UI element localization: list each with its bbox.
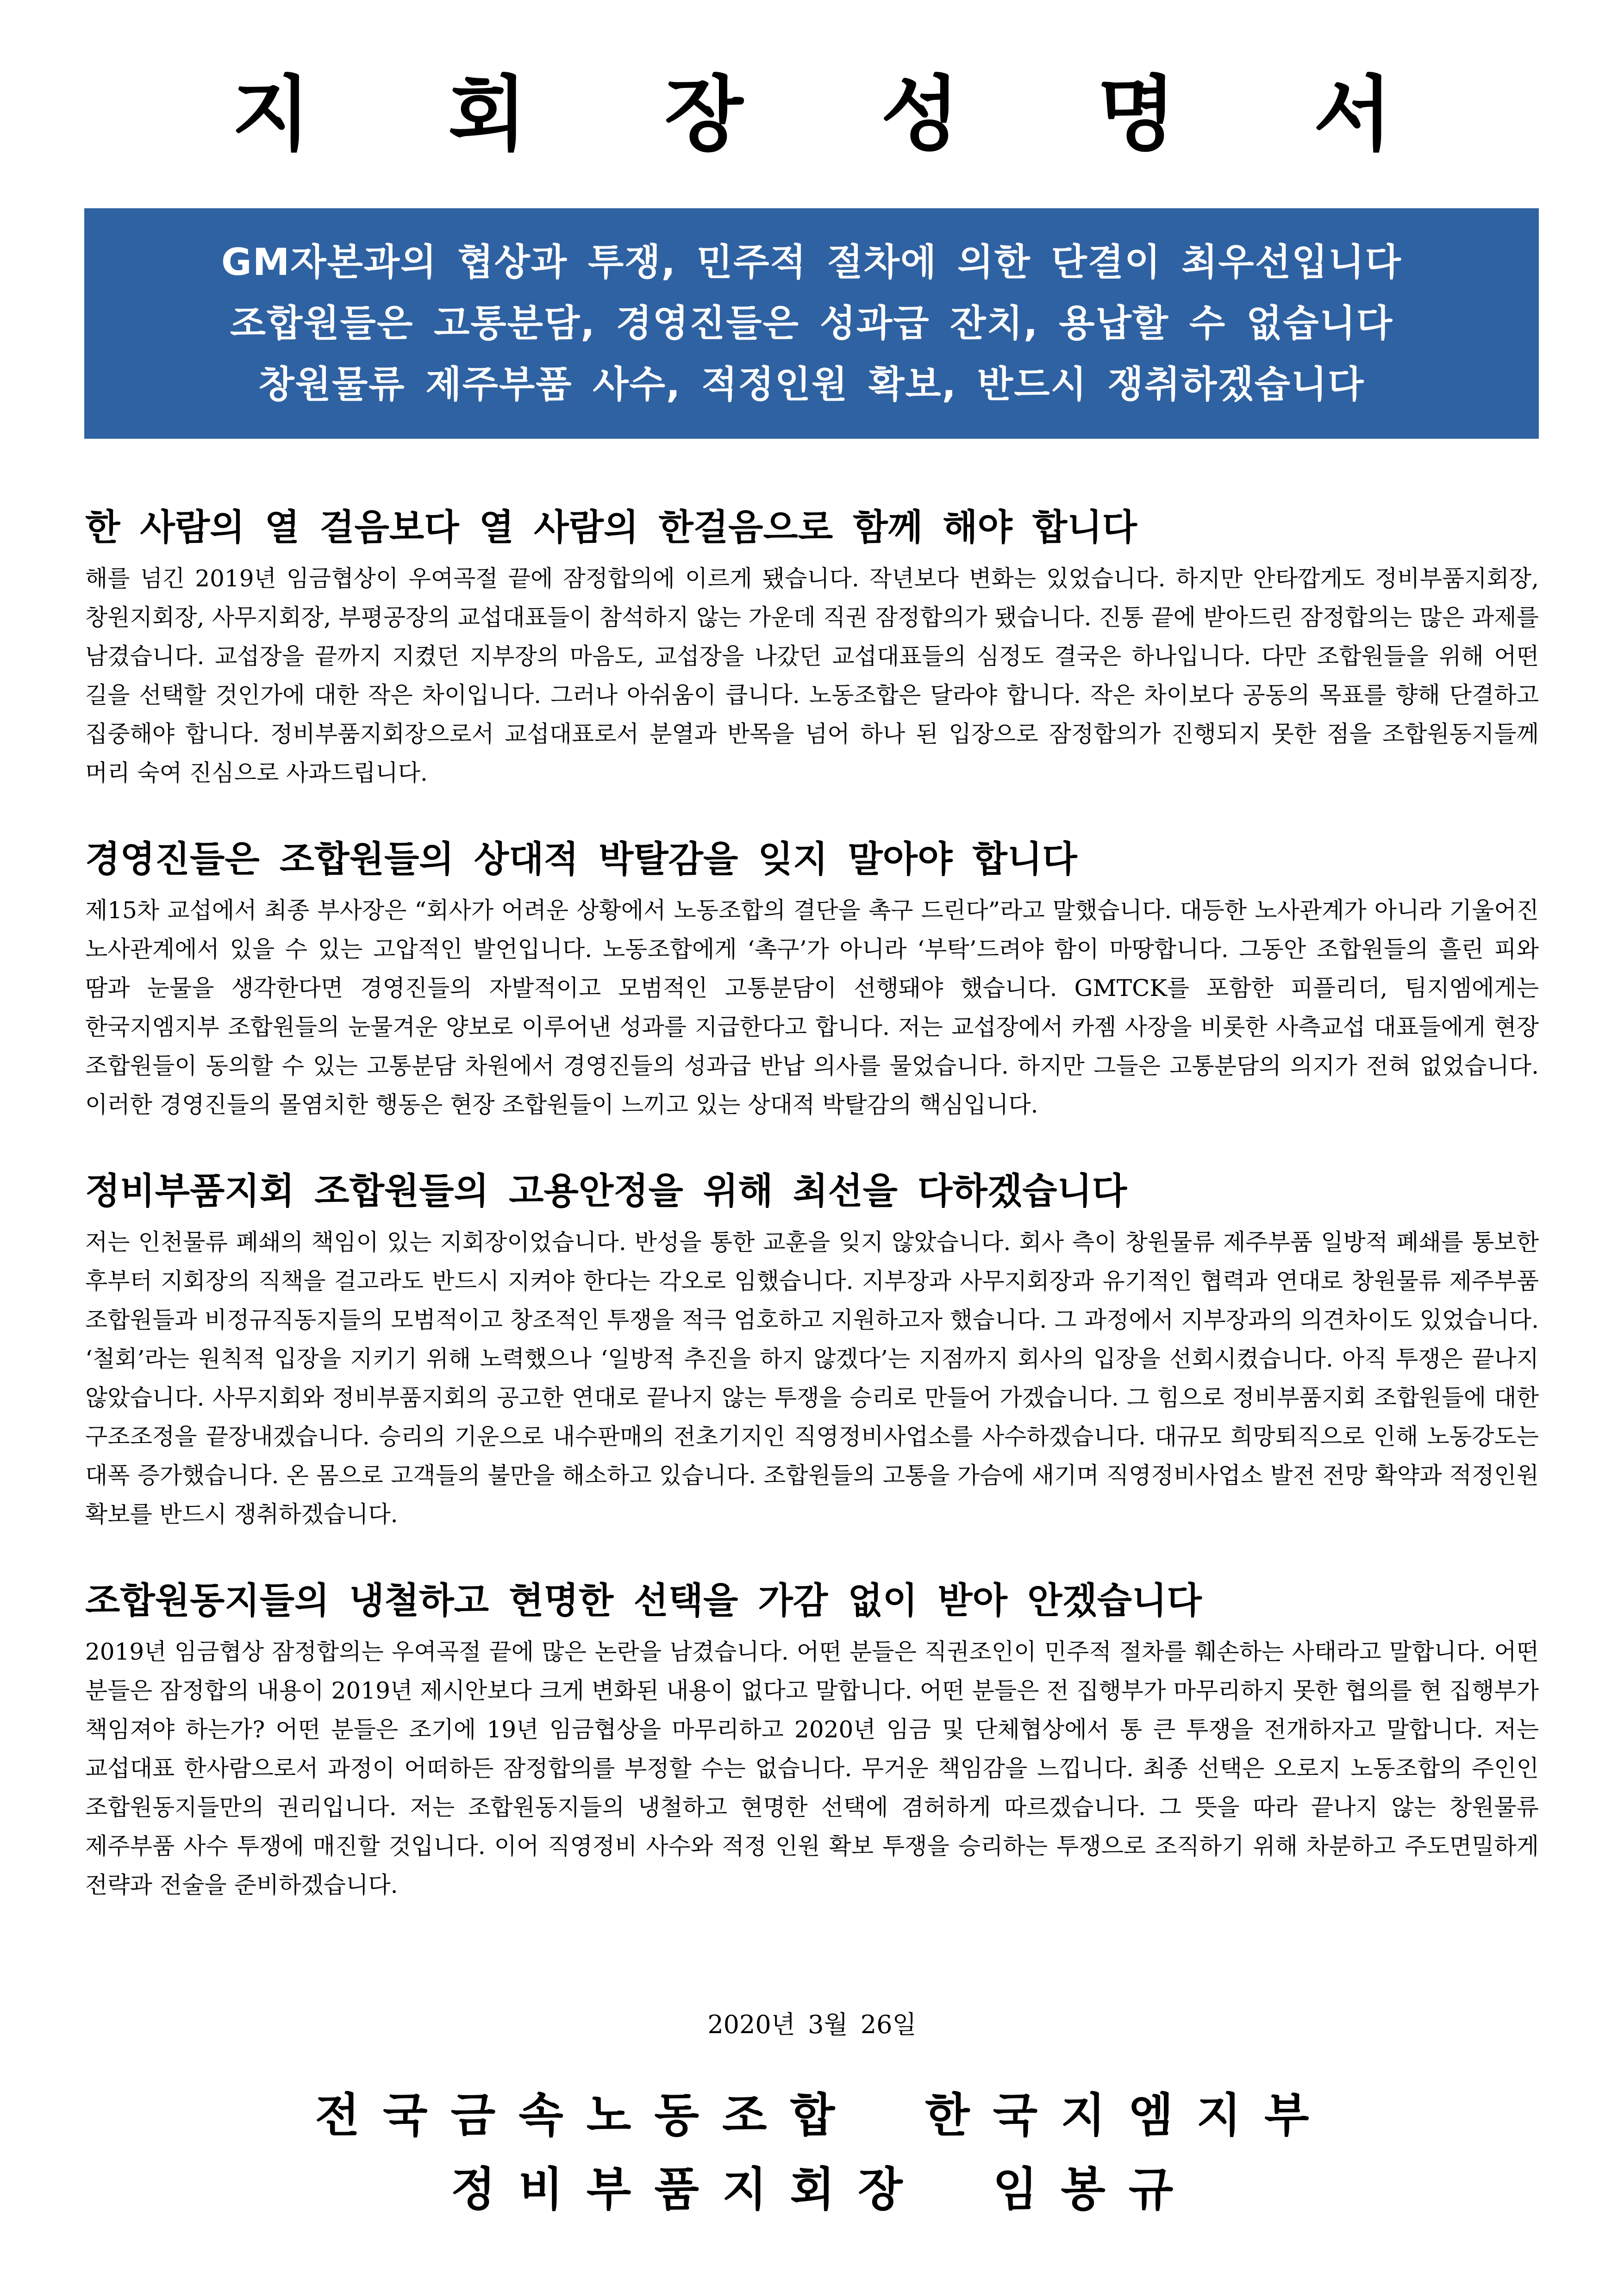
signature-block xyxy=(0,2083,1624,2221)
statement-body xyxy=(85,504,1539,1948)
section-unity xyxy=(85,504,1539,792)
section-management xyxy=(85,836,1539,1124)
banner-line-1: GM자본과의 협상과 투쟁, 민주적 절차에 의한 단결이 최우선입니다 xyxy=(221,241,1402,284)
section-heading: 한 사람의 열 걸음보다 열 사람의 한걸음으로 함께 해야 합니다 xyxy=(85,506,1137,548)
document-title: 지 회 장 성 명 서 xyxy=(231,66,1447,162)
signature-organization: 전국금속노동조합 한국지엠지부 xyxy=(315,2088,1332,2142)
section-heading: 조합원동지들의 냉철하고 현명한 선택을 가감 없이 받아 안겠습니다 xyxy=(85,1580,1202,1622)
section-members-choice xyxy=(85,1578,1539,1904)
statement-date: 2020년 3월 26일 xyxy=(707,2010,917,2039)
headline-banner xyxy=(84,208,1539,439)
section-heading: 정비부품지회 조합원들의 고용안정을 위해 최선을 다하겠습니다 xyxy=(85,1170,1127,1212)
banner-line-2: 조합원들은 고통분담, 경영진들은 성과급 잔치, 용납할 수 없습니다 xyxy=(230,302,1393,345)
section-paragraph: 해를 넘긴 2019년 임금협상이 우여곡절 끝에 잠정합의에 이르게 됐습니다. 작년보다 변화는 있었습니다. 하지만 안타깝게도 정비부품지회장, 창원지회장, 사무지회장, 부평공장의 교섭대표들이 참석하지 않는 가운데 직권 잠정합의가 됐습니다. 진통 끝에 받아드린 잠정합의는 많은 과제를 남겼습니다. 교섭장을 끝까지 지켰던 지부장의 마음도, 교섭장을 나갔던 교섭대표들의 심정도 결국은 하나입니다. 다만 조합원들을 위해 어떤 길을 선택할 것인가에 대한 작은 차이입니다. 그러나 아쉬움이 큽니다. 노동조합은 달라야 합니다. 작은 차이보다 공동의 목표를 향해 단결하고 집중해야 합니다. 정비부품지회장으로서 교섭대표로서 분열과 반목을 넘어 하나 된 입장으로 잠정합의가 진행되지 못한 점을 조합원동지들께 머리 숙여 진심으로 사과드립니다. xyxy=(85,565,1539,786)
banner-line-3: 창원물류 제주부품 사수, 적정인원 확보, 반드시 쟁취하겠습니다 xyxy=(258,363,1365,406)
section-paragraph: 2019년 임금협상 잠정합의는 우여곡절 끝에 많은 논란을 남겼습니다. 어떤 분들은 직권조인이 민주적 절차를 훼손하는 사태라고 말합니다. 어떤 분들은 잠정합의 내용이 2019년 제시안보다 크게 변화된 내용이 없다고 말합니다. 어떤 분들은 전 집행부가 마무리하지 못한 협의를 현 집행부가 책임져야 하는가? 어떤 분들은 조기에 19년 임금협상을 마무리하고 2020년 임금 및 단체협상에서 통 큰 투쟁을 전개하자고 말합니다. 저는 교섭대표 한사람으로서 과정이 어떠하든 잠정합의를 부정할 수는 없습니다. 무거운 책임감을 느낍니다. 최종 선택은 오로지 노동조합의 주인인 조합원동지들만의 권리입니다. 저는 조합원동지들의 냉철하고 현명한 선택에 겸허하게 따르겠습니다. 그 뜻을 따라 끝나지 않는 창원물류 제주부품 사수 투쟁에 매진할 것입니다. 이어 직영정비 사수와 적정 인원 확보 투쟁을 승리하는 투쟁으로 조직하기 위해 차분하고 주도면밀하게 전략과 전술을 준비하겠습니다. xyxy=(85,1638,1539,1898)
section-heading: 경영진들은 조합원들의 상대적 박탈감을 잊지 말아야 합니다 xyxy=(85,838,1077,880)
section-paragraph: 저는 인천물류 폐쇄의 책임이 있는 지회장이었습니다. 반성을 통한 교훈을 잊지 않았습니다. 회사 측이 창원물류 제주부품 일방적 폐쇄를 통보한 후부터 지회장의 직책을 걸고라도 반드시 지켜야 한다는 각오로 임했습니다. 지부장과 사무지회장과 유기적인 협력과 연대로 창원물류 제주부품 조합원들과 비정규직동지들의 모범적이고 창조적인 투쟁을 적극 엄호하고 지원하고자 했습니다. 그 과정에서 지부장과의 의견차이도 있었습니다. ‘철회’라는 원칙적 입장을 지키기 위해 노력했으나 ‘일방적 추진을 하지 않겠다’는 지점까지 회사의 입장을 선회시켰습니다. 아직 투쟁은 끝나지 않았습니다. 사무지회와 정비부품지회의 공고한 연대로 끝나지 않는 투쟁을 승리로 만들어 가겠습니다. 그 힘으로 정비부품지회 조합원들에 대한 구조조정을 끝장내겠습니다. 승리의 기운으로 내수판매의 전초기지인 직영정비사업소를 사수하겠습니다. 대규모 희망퇴직으로 인해 노동강도는 대폭 증가했습니다. 온 몸으로 고객들의 불만을 해소하고 있습니다. 조합원들의 고통을 가슴에 새기며 직영정비사업소 발전 전망 확약과 적정인원 확보를 반드시 쟁취하겠습니다. xyxy=(85,1229,1539,1528)
section-paragraph: 제15차 교섭에서 최종 부사장은 “회사가 어려운 상황에서 노동조합의 결단을 촉구 드린다”라고 말했습니다. 대등한 노사관계가 아니라 기울어진 노사관계에서 있을 수 있는 고압적인 발언입니다. 노동조합에게 ‘촉구’가 아니라 ‘부탁’드려야 함이 마땅합니다. 그동안 조합원들의 흘린 피와 땀과 눈물을 생각한다면 경영진들의 자발적이고 모범적인 고통분담이 선행돼야 했습니다. GMTCK를 포함한 피플리더, 팀지엠에게는 한국지엠지부 조합원들의 눈물겨운 양보로 이루어낸 성과를 지급한다고 합니다. 저는 교섭장에서 카젬 사장을 비롯한 사측교섭 대표들에게 현장 조합원들이 동의할 수 있는 고통분담 차원에서 경영진들의 성과급 반납 의사를 물었습니다. 하지만 그들은 고통분담의 의지가 전혀 없었습니다. 이러한 경영진들의 몰염치한 행동은 현장 조합원들이 느끼고 있는 상대적 박탈감의 핵심입니다. xyxy=(85,897,1539,1118)
section-employment xyxy=(85,1168,1539,1534)
signature-name: 정비부품지회장 임봉규 xyxy=(450,2162,1197,2216)
